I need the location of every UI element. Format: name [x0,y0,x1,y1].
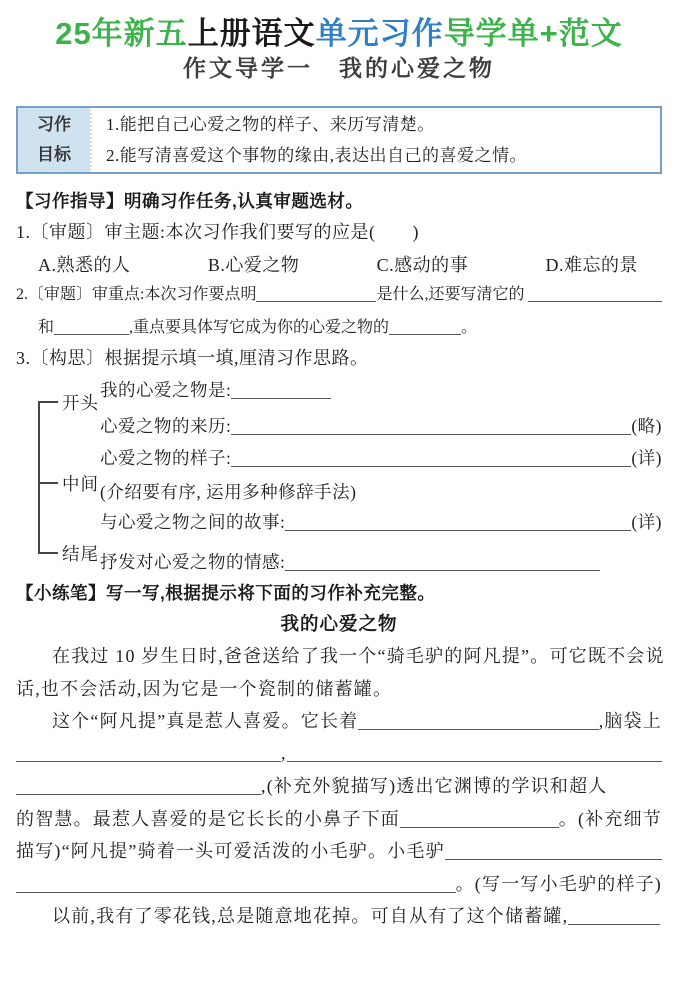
text-run: 。 [461,319,478,336]
text-run: 。(补充细节 [558,808,662,829]
text-run: (略) [631,416,662,436]
text-run: ,(补充外貌描写)透出它渊博的学识和超人 [261,776,608,796]
text-run: (详) [631,512,662,532]
page-title [0,8,678,53]
question-2 [16,281,662,347]
text-run: 。(写一写小毛驴的样子) [455,873,662,894]
guide-section-header: 【习作指导】明确习作任务,认真审题选材。 [16,191,364,211]
outline-bracket-line [38,401,40,553]
text-run: ,脑袋上 [598,711,662,731]
text-line [100,377,662,399]
fill-in-blank-line [231,449,631,468]
text-run: 是什么,还要写清它的 [376,286,529,303]
text-run: 的智慧。最惹人喜爱的是它长长的小鼻子下面 [16,808,400,829]
goal-box-label [18,108,92,172]
title-segment: 25年新五 [55,16,188,51]
fill-in-blank-line [16,776,261,795]
text-line [16,281,662,314]
fill-in-blank-line [568,906,660,925]
option-b: B.心爱之物 [207,255,300,275]
text-line [100,413,662,435]
text-run: (详) [631,448,662,468]
goal-item: 2.能写清喜爱这个事物的缘由,表达出自己的喜爱之情。 [106,146,527,165]
text-run: 心爱之物的样子: [100,448,232,468]
text-line [16,837,662,870]
outline-bracket-tick [38,401,58,403]
text-line [100,509,662,531]
text-line [16,642,665,675]
fill-in-blank-line [389,318,461,335]
text-run: , [281,742,287,763]
writing-goal-box [16,106,662,174]
outline-bracket-tick [38,552,58,554]
text-run: ,重点要具体写它成为你的心爱之物的 [129,319,390,336]
goal-item: 1.能把自己心爱之物的样子、来历写清楚。 [106,115,435,134]
text-run: 2.〔审题〕审重点:本次习作要点明 [16,286,257,303]
option-c: C.感动的事 [376,255,469,275]
outline-node-beginning: 开头 [62,393,99,413]
outline-node-ending: 结尾 [62,544,99,564]
text-line [16,314,662,347]
text-line [16,740,662,773]
text-run: 这个“阿凡提”真是惹人喜爱。它长着 [52,711,359,731]
fill-in-blank-line [16,874,456,893]
text-run: 我的心爱之物是: [100,380,232,400]
fill-in-blank-line [445,841,662,860]
fill-in-blank-line [231,381,331,400]
fill-in-blank-line [287,743,662,762]
fill-in-blank-line [231,417,631,436]
text-line [16,707,662,740]
question-1: 1.〔审题〕审主题:本次习作我们要写的应是( ) [16,222,419,242]
text-run: (介绍要有序, 运用多种修辞手法) [100,482,357,502]
fill-in-blank-line [285,553,600,572]
title-segment: 单元习作 [315,16,444,51]
goal-label-line1: 习作 [37,115,71,134]
text-run: 描写)“阿凡提”骑着一头可爱活泼的小毛驴。小毛驴 [16,841,445,861]
title-segment: 上册语文 [187,16,316,51]
text-line [100,549,662,571]
text-line [100,445,662,467]
option-a: A.熟悉的人 [38,255,131,275]
question-1-options [38,251,638,277]
fill-in-blank-line [285,513,631,532]
text-line [16,870,662,903]
fill-in-blank-line [16,743,281,762]
essay-outline-diagram [20,375,662,580]
fill-in-blank-line [358,711,598,730]
fill-in-blank-line [528,285,662,302]
text-run: 在我过 10 岁生日时,爸爸送给了我一个“骑毛驴的阿凡提”。可它既不会说 [52,646,665,666]
goal-label-line2: 目标 [37,145,71,164]
fill-in-blank-line [400,809,559,828]
text-run: 心爱之物的来历: [100,416,232,436]
text-line [16,772,662,805]
essay-body [16,642,665,935]
text-run: 话,也不会活动,因为它是一个瓷制的储蓄罐。 [16,678,393,699]
fill-in-blank-line [54,318,129,335]
goal-box-items [92,108,660,172]
text-line [16,805,662,838]
text-run: 与心爱之物之间的故事: [100,512,286,532]
question-3: 3.〔构思〕根据提示填一填,厘清习作思路。 [16,348,369,368]
text-line [16,675,662,708]
text-run: 和 [38,319,55,336]
title-segment: 导学单+范文 [443,16,623,51]
option-d: D.难忘的景 [545,255,638,275]
text-run: 以前,我有了零花钱,总是随意地花掉。可自从有了这个储蓄罐, [52,906,569,926]
outline-node-middle: 中间 [62,474,99,494]
text-line [16,902,662,935]
page-subtitle: 作文导学一 我的心爱之物 [183,55,495,81]
fill-in-blank-line [256,285,376,302]
outline-content-rows [100,377,662,571]
outline-bracket-tick [38,482,58,484]
practice-section-header: 【小练笔】写一写,根据提示将下面的习作补充完整。 [16,583,436,603]
text-line [100,479,662,501]
essay-title: 我的心爱之物 [280,613,398,634]
text-run: 抒发对心爱之物的情感: [100,552,286,572]
